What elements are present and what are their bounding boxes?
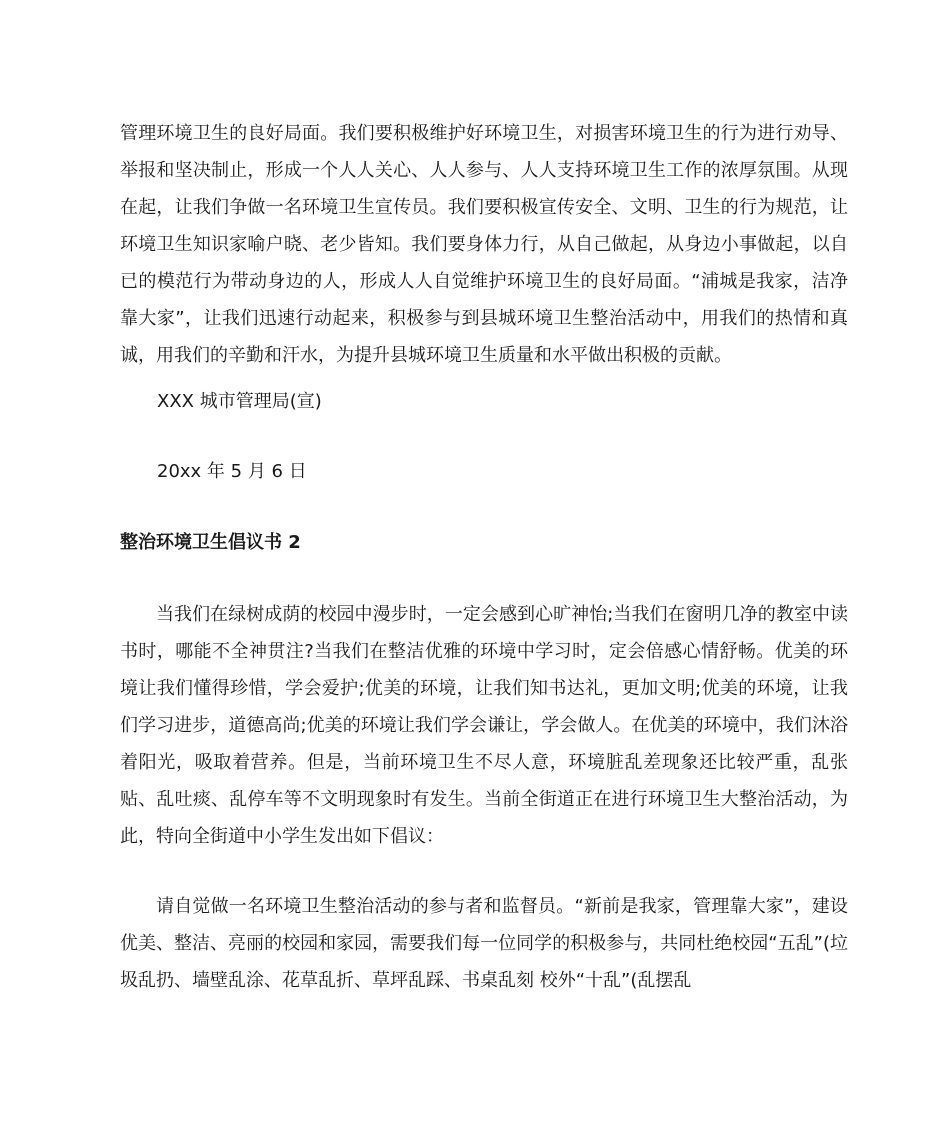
paragraph-2: 当我们在绿树成荫的校园中漫步时，一定会感到心旷神怡;当我们在窗明几净的教室中读书时，哪能不全神贯注?当我们在整洁优雅的环境中学习时，定会倍感心情舒畅。优美的环境让我们懂得珍惜，学会爱护;优美的环境，让我们知书达礼，更加文明;优美的环境，让我们学习进步，道德高尚;优美的环境让我们学会谦让，学会做人。在优美的环境中，我们沐浴着阳光，吸取着营养。但是，当前环境卫生不尽人意，环境脏乱差现象还比较严重，乱张贴、乱吐痰、乱停车等不文明现象时有发生。当前全街道正在进行环境卫生大整治活动，为此，特向全街道中小学生发出如下倡议： <box>120 604 848 847</box>
section-heading: 整治环境卫生倡议书 2 <box>120 532 301 553</box>
signature-line: XXX 城市管理局(宣) <box>157 391 322 412</box>
paragraph-1: 管理环境卫生的良好局面。我们要积极维护好环境卫生，对损害环境卫生的行为进行劝导、举报和坚决制止，形成一个人人关心、人人参与、人人支持环境卫生工作的浓厚氛围。从现在起，让我们争做一名环境卫生宣传员。我们要积极宣传安全、文明、卫生的行为规范，让环境卫生知识家喻户晓、老少皆知。我们要身体力行，从自己做起，从身边小事做起，以自已的模范行为带动身边的人，形成人人自觉维护环境卫生的良好局面。“浦城是我家，洁净靠大家”，让我们迅速行动起来，积极参与到县城环境卫生整治活动中，用我们的热情和真诚，用我们的辛勤和汗水，为提升县城环境卫生质量和水平做出积极的贡献。 <box>120 123 848 366</box>
paragraph-3: 请自觉做一名环境卫生整治活动的参与者和监督员。“新前是我家，管理靠大家”，建设优美、整洁、亮丽的校园和家园，需要我们每一位同学的积极参与，共同杜绝校园“五乱”(垃圾乱扔、墙壁乱涂、花草乱折、草坪乱踩、书桌乱刻 校外“十乱”(乱摆乱 <box>120 896 848 991</box>
date-line: 20xx 年 5 月 6 日 <box>157 461 307 482</box>
